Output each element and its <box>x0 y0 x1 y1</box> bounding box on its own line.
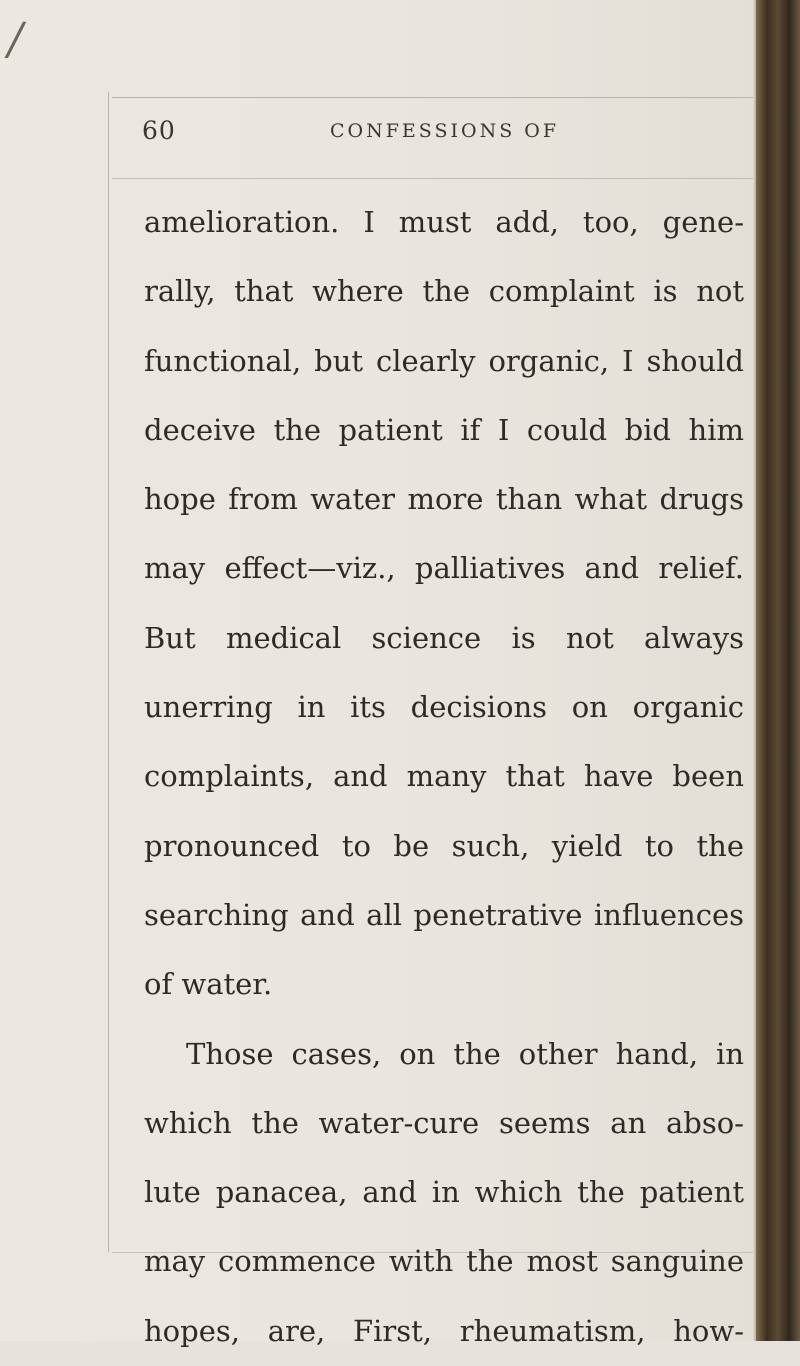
text-line: rally, that where the complaint is not <box>144 274 744 309</box>
text-line: may effect—viz., palliatives and relief. <box>144 551 744 586</box>
text-line: lute panacea, and in which the patient <box>144 1175 744 1210</box>
text-line: unerring in its decisions on organic <box>144 690 744 725</box>
text-line: which the water-cure seems an abso- <box>144 1105 744 1140</box>
text-line: functional, but clearly organic, I should <box>144 343 744 378</box>
text-line: amelioration. I must add, too, gene- <box>144 205 744 239</box>
book-spine <box>756 0 800 1341</box>
text-line: may commence with the most sanguine <box>144 1244 744 1279</box>
header-rule <box>112 178 760 179</box>
page-number: 60 <box>142 116 176 145</box>
text-line: hopes, are, First, rheumatism, how- <box>144 1313 744 1348</box>
text-line: complaints, and many that have been <box>144 759 744 794</box>
text-line: hope from water more than what drugs <box>144 482 744 517</box>
text-line: Those cases, on the other hand, in <box>186 1036 744 1071</box>
text-line: searching and all penetrative influences <box>144 897 744 932</box>
text-line: But medical science is not always <box>144 620 744 655</box>
margin-mark: / <box>8 14 23 65</box>
running-head: CONFESSIONS OF <box>330 120 560 142</box>
top-rule <box>112 97 760 98</box>
left-margin-rule <box>108 92 109 1252</box>
body-text <box>144 188 744 1366</box>
text-line: deceive the patient if I could bid him <box>144 412 744 447</box>
text-line: of water. <box>144 967 273 1002</box>
text-line: pronounced to be such, yield to the <box>144 828 744 863</box>
